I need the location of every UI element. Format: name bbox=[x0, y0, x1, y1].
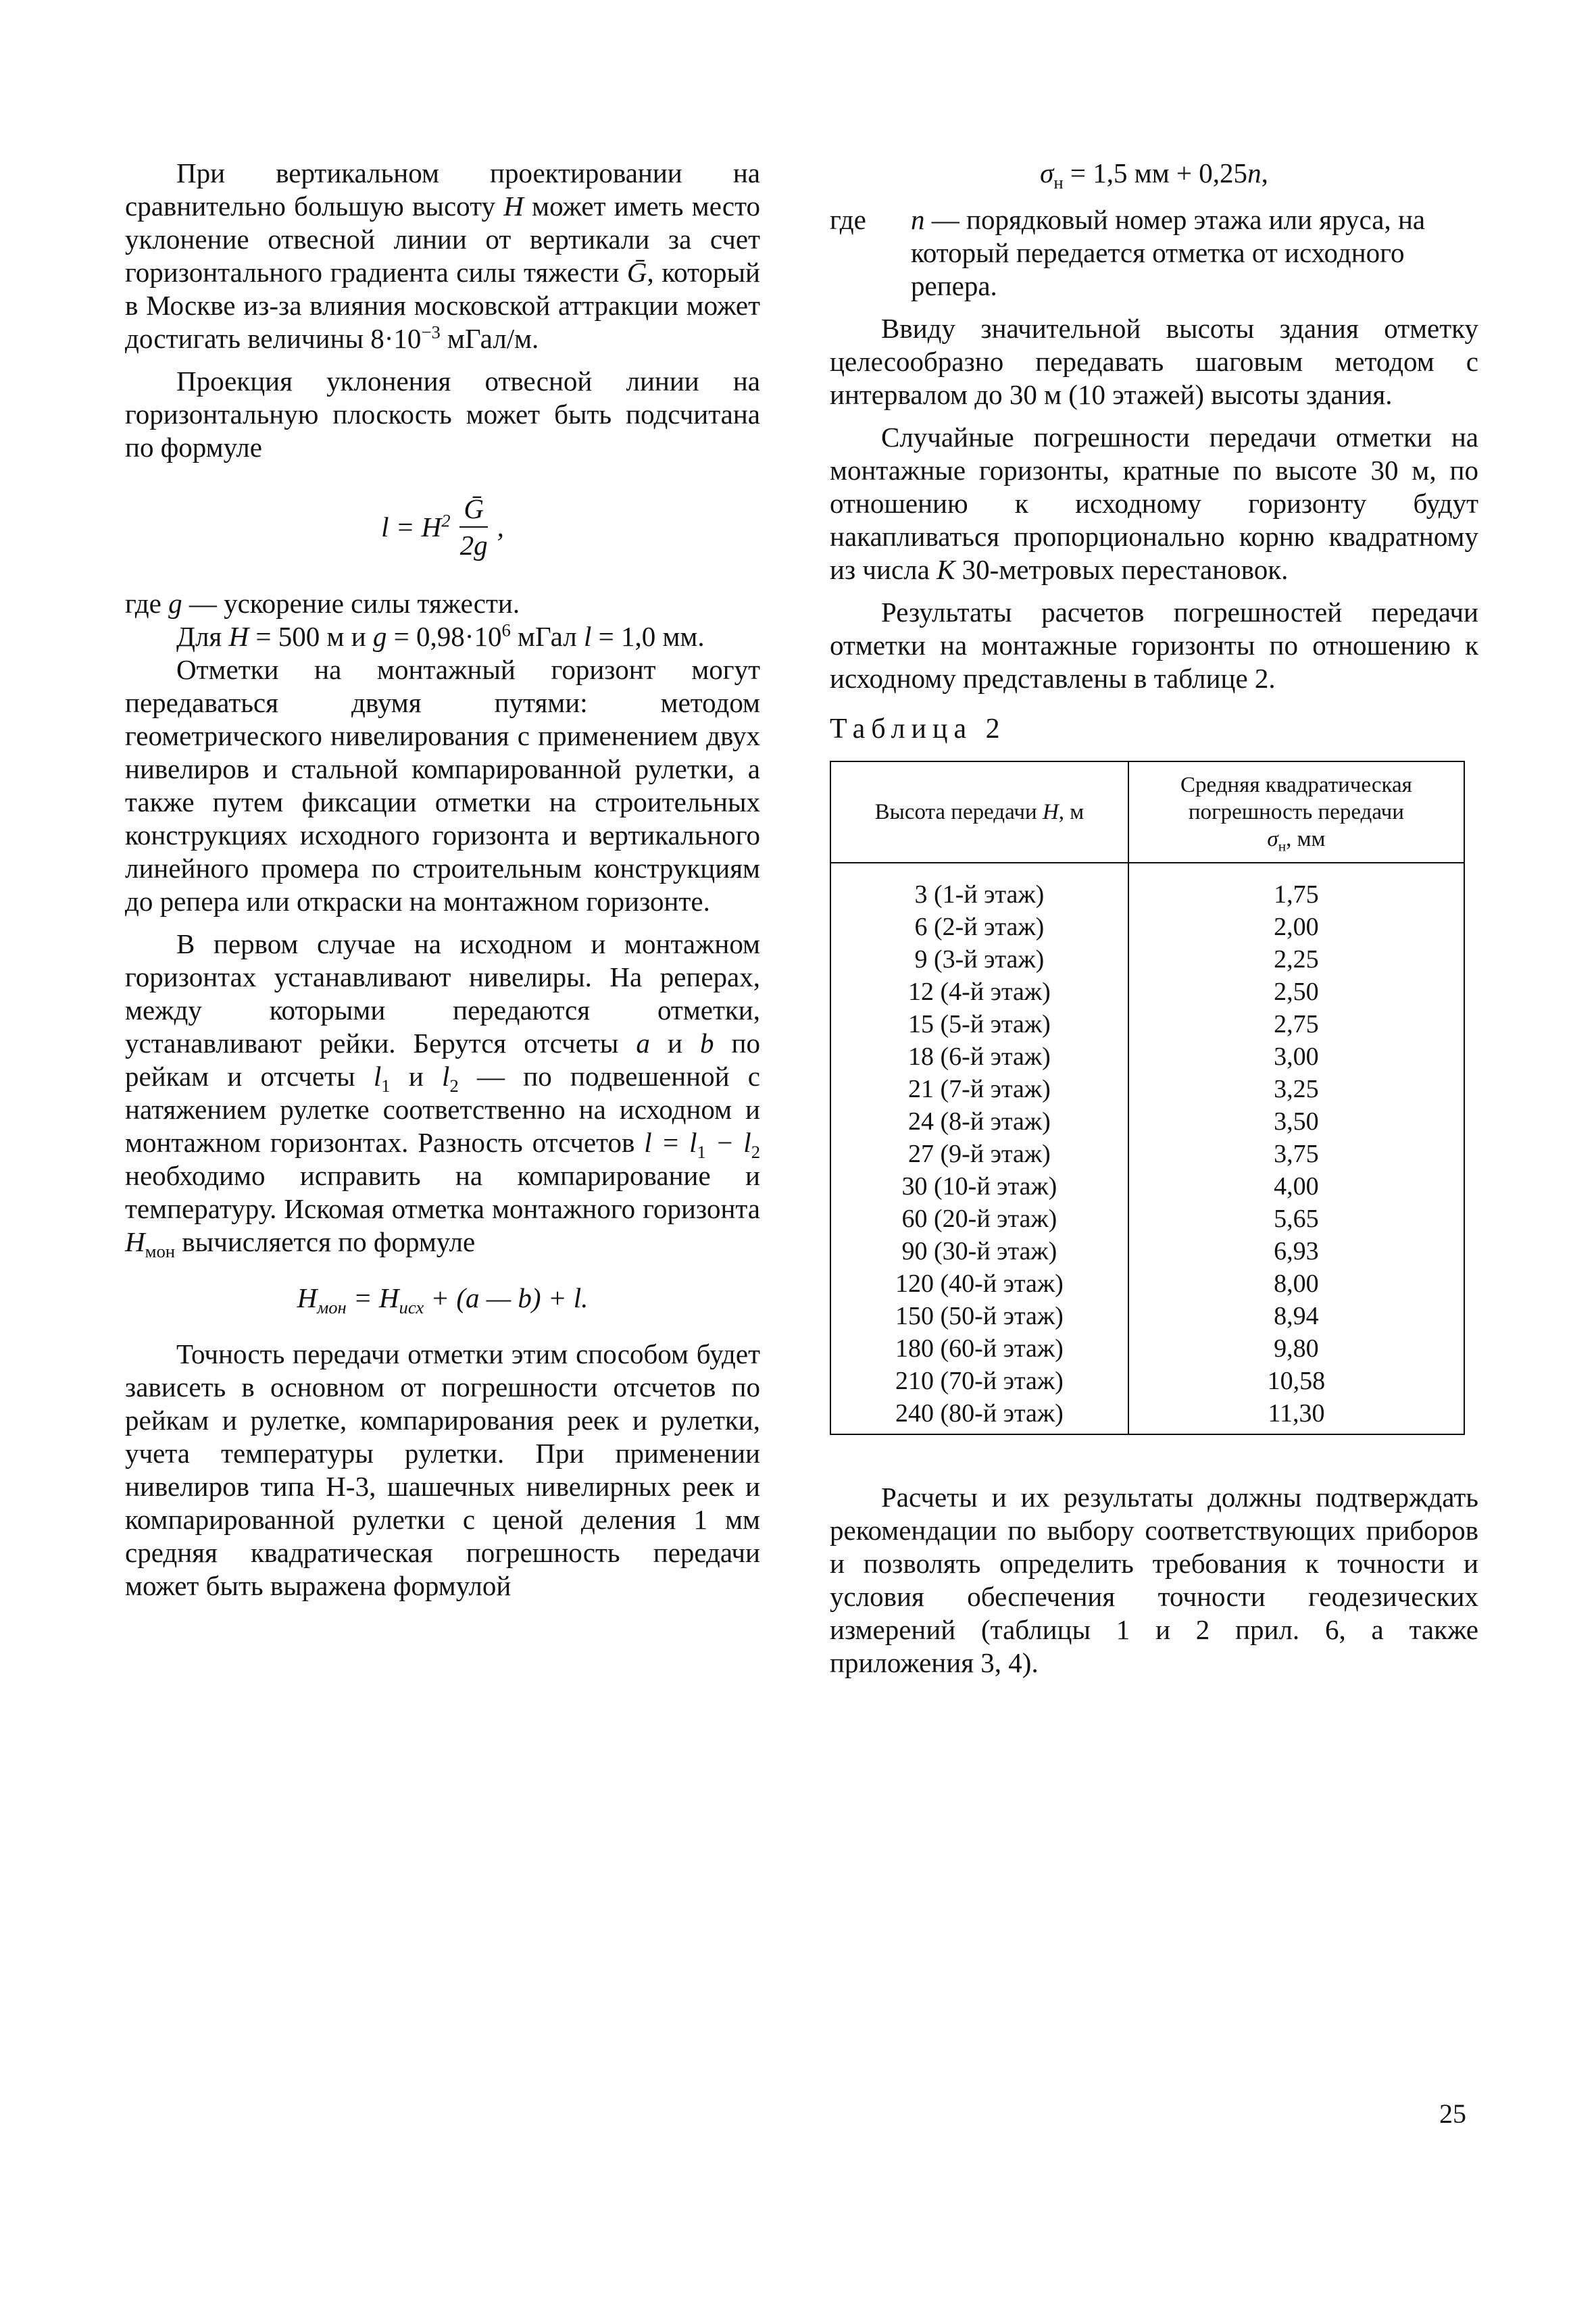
table-header-error: Средняя квадратическая погрешность передачи $\sigma_н$, мм bbox=[1128, 761, 1464, 863]
cell-error: 3,25 bbox=[1128, 1073, 1464, 1105]
cell-height: 150 (50-й этаж) bbox=[830, 1300, 1128, 1332]
table-row bbox=[830, 1105, 1464, 1138]
cell-error: 11,30 bbox=[1128, 1397, 1464, 1434]
cell-error: 9,80 bbox=[1128, 1332, 1464, 1365]
cell-height: 18 (6-й этаж) bbox=[830, 1040, 1128, 1073]
paragraph-projection-formula-intro: Проекция уклонения отвесной линии на горизонтальную плоскость может быть подсчитана по формуле bbox=[125, 366, 760, 463]
cell-height: 210 (70-й этаж) bbox=[830, 1365, 1128, 1397]
table-row bbox=[830, 1203, 1464, 1235]
table-row bbox=[830, 1170, 1464, 1203]
cell-error: 8,00 bbox=[1128, 1267, 1464, 1300]
formula-deviation: $l = H^2$ $\frac{\text{Ḡ}}{2g}$ , bbox=[125, 491, 760, 563]
cell-height: 24 (8-й этаж) bbox=[830, 1105, 1128, 1138]
table-row bbox=[830, 1235, 1464, 1267]
right-column bbox=[830, 157, 1478, 1680]
cell-error: 3,00 bbox=[1128, 1040, 1464, 1073]
table-row bbox=[830, 943, 1464, 976]
cell-error: 10,58 bbox=[1128, 1365, 1464, 1397]
paragraph-results: Результаты расчетов погрешностей передачи отметки на монтажные горизонты по отношению к исходному представлены в таблице 2. bbox=[830, 597, 1478, 694]
paragraph-transfer-methods: Отметки на монтажный горизонт могут передаваться двумя путями: методом геометрического нивелирования с применением двух нивелиров и стальной компарированной рулетки, а также путем фиксации отметки на строительных конструкциях исходного горизонта и вертикального линейного промера по строительным конструкциям до репера или откраски на монтажном горизонте. bbox=[125, 654, 760, 917]
paragraph-first-case: В первом случае на исходном и монтажном горизонтах устанавливают нивелиры. На реперах, между которыми передаются отметки, устанавливают рейки. Берутся отсчеты a и b по рейкам и отсчеты $l_1$ и $l_2$ — по подвешенной с натяжением рулетке соответственно на исходном и монтажном горизонтах. Разность отсчетов $l = l_1 - l_2$ необходимо исправить на компарирование и температуру. Искомая отметка монтажного горизонта $H_{мон}$ вычисляется по формуле bbox=[125, 928, 761, 1262]
formula-sigma: $\sigma_н = 1,5$ мм + 0,25n, bbox=[1040, 157, 1268, 193]
table-row bbox=[830, 1267, 1464, 1300]
table-caption: Таблица 2 bbox=[830, 713, 1006, 745]
error-table bbox=[830, 761, 1465, 1435]
table-row bbox=[830, 1300, 1464, 1332]
where-g-definition: где g — ускорение силы тяжести. bbox=[125, 588, 520, 619]
paragraph-random-errors: Случайные погрешности передачи отметки на монтажные горизонты, кратные по высоте 30 м, по отношению к исходному горизонту будут накапливаться пропорционально корню квадратному из числа K 30-метровых перестановок. bbox=[830, 422, 1478, 585]
cell-error: 1,75 bbox=[1128, 863, 1464, 911]
cell-height: 180 (60-й этаж) bbox=[830, 1332, 1128, 1365]
table-row bbox=[830, 911, 1464, 943]
paragraph-step-method: Ввиду значительной высоты здания отметку целесообразно передавать шаговым методом с интервалом до 30 м (10 этажей) высоты здания. bbox=[830, 313, 1478, 410]
paragraph-vertical-projection: При вертикальном проектировании на сравнительно большую высоту H может иметь место уклонение отвесной линии от вертикали за счет горизонтального градиента силы тяжести Ḡ, который в Москве из-за влияния московской аттракции может достигать величины $8\cdot 10^{-3}$ мГал/м. bbox=[125, 157, 760, 354]
table-row bbox=[830, 1397, 1464, 1434]
cell-height: 9 (3-й этаж) bbox=[830, 943, 1128, 976]
cell-error: 3,75 bbox=[1128, 1138, 1464, 1170]
cell-error: 2,75 bbox=[1128, 1008, 1464, 1040]
paragraph-conclusion: Расчеты и их результаты должны подтверждать рекомендации по выбору соответствующих приборов и позволять определить требования к точности и условия обеспечения точности геодезических измерений (таблицы 1 и 2 прил. 6, а также приложения 3, 4). bbox=[830, 1482, 1478, 1678]
cell-error: 8,94 bbox=[1128, 1300, 1464, 1332]
table-header-height: Высота передачи H, м bbox=[830, 761, 1128, 863]
cell-height: 240 (80-й этаж) bbox=[830, 1397, 1128, 1434]
cell-error: 2,50 bbox=[1128, 976, 1464, 1008]
left-column bbox=[125, 157, 760, 1603]
cell-height: 3 (1-й этаж) bbox=[830, 863, 1128, 911]
cell-height: 27 (9-й этаж) bbox=[830, 1138, 1128, 1170]
cell-height: 120 (40-й этаж) bbox=[830, 1267, 1128, 1300]
cell-error: 3,50 bbox=[1128, 1105, 1464, 1138]
paragraph-accuracy: Точность передачи отметки этим способом будет зависеть в основном от погрешности отсчетов по рейкам и рулетке, компарирования реек и рулетки, учета температуры рулетки. При применении нивелиров типа Н-3, шашечных нивелирных реек и компарированной рулетки с ценой деления 1 мм средняя квадратическая погрешность передачи может быть выражена формулой bbox=[125, 1338, 760, 1601]
cell-height: 6 (2-й этаж) bbox=[830, 911, 1128, 943]
table-row bbox=[830, 1008, 1464, 1040]
cell-height: 60 (20-й этаж) bbox=[830, 1203, 1128, 1235]
cell-error: 2,25 bbox=[1128, 943, 1464, 976]
cell-height: 90 (30-й этаж) bbox=[830, 1235, 1128, 1267]
cell-error: 2,00 bbox=[1128, 911, 1464, 943]
cell-height: 15 (5-й этаж) bbox=[830, 1008, 1128, 1040]
table-row bbox=[830, 976, 1464, 1008]
table-row bbox=[830, 1332, 1464, 1365]
table-row bbox=[830, 863, 1464, 911]
page-number: 25 bbox=[1439, 2098, 1466, 2129]
cell-error: 5,65 bbox=[1128, 1203, 1464, 1235]
table-row bbox=[830, 1365, 1464, 1397]
cell-error: 4,00 bbox=[1128, 1170, 1464, 1203]
cell-height: 21 (7-й этаж) bbox=[830, 1073, 1128, 1105]
table-row bbox=[830, 1040, 1464, 1073]
cell-height: 12 (4-й этаж) bbox=[830, 976, 1128, 1008]
formula-fraction: $\frac{\text{Ḡ}}{2g}$ bbox=[456, 491, 492, 563]
formula-mounting-elevation: $H_{мон} = H_{исх} + (a$ — b) + l. bbox=[297, 1282, 589, 1318]
cell-error: 6,93 bbox=[1128, 1235, 1464, 1267]
cell-height: 30 (10-й этаж) bbox=[830, 1170, 1128, 1203]
table-row bbox=[830, 1138, 1464, 1170]
where-n-definition: где n — порядковый номер этажа или яруса, на который передается отметка от исходного репера. bbox=[830, 204, 1426, 301]
table-body bbox=[830, 863, 1464, 1434]
table-row bbox=[830, 1073, 1464, 1105]
example-calculation: Для H = 500 м и $g = 0,98\cdot 10^6$ мГал l = 1,0 мм. bbox=[176, 620, 705, 652]
